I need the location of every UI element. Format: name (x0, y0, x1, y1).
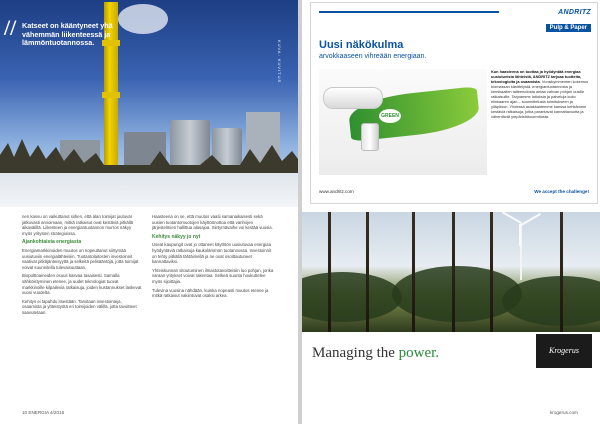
tree-trunk (490, 212, 493, 332)
slogan-power: power. (398, 345, 440, 361)
subheading: Ajankohtaista energiasta (22, 239, 82, 246)
ad-body-lead: Kun haasteena on tuottaa ja hyödyntää energiaa uusiutuvista lähteistä, ANDRITZ tarjoaa tuotteita, teknologioita ja osaamista. (491, 69, 582, 84)
ad-body-text (491, 69, 591, 119)
ad-title: Uusi näkökulma (319, 39, 404, 51)
krogerus-url-link[interactable]: krogerus.com (550, 410, 578, 415)
turbine-blade (502, 212, 522, 224)
brand-sub: Pulp & Paper (546, 24, 591, 32)
paragraph: nen kasvu on vaikuttanut siihen, että alan toimijat joutuvat jatkuvasti arvioimaan, mitkä ratkaisut ovat kestäviä pitkällä aikavälillä. Liikenteen ja energiantuotannon murros näkyy myös yritysten strategioissa. (22, 214, 134, 236)
ad-top-bar (319, 11, 499, 13)
ad-url-link[interactable]: www.andritz.com (319, 189, 354, 194)
andritz-advertisement[interactable] (310, 2, 598, 204)
paragraph: Useat kaupungit ovat jo ottaneet käyttöön uusiutuvaa energiaa hyödyntäviä ratkaisuja kaukolämmön tuotannossa. Investoinnit on tehty pitkällä tähtäimellä ja ne ovat osoittautuneet kannattaviksi. (152, 242, 272, 265)
paragraph: Biopolttoaineiden osuus kasvaa tasaisesti. Samalla sähköistyminen etenee, ja uudet teknologiat tuovat markkinoille kilpailevia ratkaisuja, joiden kustannukset laskevat vuosi vuodelta. (22, 273, 142, 296)
paragraph: Yhteiskunnan sitoutuminen ilmastotavoitteisiin luo pohjan, jonka varaan yritykset voivat rakentaa. Selkeä suunta houkuttelee myös sijoittajia. (152, 267, 274, 284)
krogerus-slogan (312, 345, 439, 362)
bottle-cap-icon (361, 123, 379, 151)
photo-credit: KUVA: KUVITUS (277, 40, 282, 84)
power-plant-photo (0, 0, 298, 207)
quote-mark-icon: // (4, 15, 17, 40)
tree-trunk (560, 212, 563, 332)
bottle-icon (323, 87, 383, 109)
chimney-band (102, 92, 120, 98)
text-column-2 (152, 214, 274, 302)
paragraph: Energiamarkkinoiden muutos on nopeuttanut siirtymää uusiutuviin energialähteisiin. Tuotantolaitosten investoinnit vaativat pitkäjänteisyyttä ja selkeitä pelisääntöjä, jotta toimijat voivat suunnitella tulevaisuuttaan. (22, 247, 139, 270)
tree-trunk (366, 212, 369, 332)
tree-canopy (302, 272, 402, 322)
ad-visual (319, 69, 487, 175)
paragraph: Tulevina vuosina nähdään, kuinka nopeasti muutos etenee ja mitkä ratkaisut vakiintuvat osaksi arkea. (152, 287, 269, 299)
text-column-1 (22, 214, 142, 319)
tree-trunk (412, 212, 415, 332)
brand-name: ANDRITZ (558, 9, 591, 16)
tree-canopy (502, 276, 600, 326)
right-page (302, 0, 600, 424)
ad-body-rest: Vuosikymmenten kokemus biomassan käsittelystä, energiantuotannosta ja kemikaalien talteenotosta antaa vahvan pohjan uusille ratkaisuille. Tarjoamme laitoksia ja palveluja koko elinkaaren ajan – suunnittelusta toimitukseen ja ylläpitoon. Yhdessä asiakkaidemme kanssa kehitämme kestäviä ratkaisuja, jotka parantavat kannattavuutta ja vähentävät ympäristökuormitusta. (491, 79, 589, 119)
page-folio: 10 ENERGIA 4/2016 (22, 410, 65, 415)
turbine-blade (521, 213, 541, 226)
paragraph: Haasteena on se, että muutos vaatii samanaikaisesti sekä uusien tuotantomuotojen käyttöönottoa että vanhojen järjestelmien hallittua alasajoa. Siirtymävaihe voi kestää vuosia. (152, 214, 273, 231)
photo-headline: Katseet on kääntyneet yhä vähemmän liikenteessä ja lämmöntuotannossa. (22, 21, 113, 48)
tree-trunk (452, 212, 455, 332)
ad-subtitle: arvokkaaseen vihreään energiaan. (319, 53, 427, 60)
turbine-blade (519, 224, 521, 246)
slogan-prefix: Managing the (312, 345, 399, 361)
green-energy-label: GREEN (379, 109, 401, 123)
paragraph: Kehitys ei tapahdu itsestään. Tarvitaan investointeja, osaamista ja yhteistyötä eri toimijoiden välillä, jotta tavoitteet saavutetaan. (22, 298, 137, 315)
forest-photo (302, 212, 600, 332)
tree-trunk (328, 212, 331, 332)
krogerus-logo: Krogerus (536, 334, 592, 368)
subheading: Kehitys näkyy jo nyt (152, 233, 201, 240)
left-page (0, 0, 298, 424)
ad-tagline: We accept the challenge! (534, 189, 589, 194)
snowy-ground (0, 173, 298, 207)
andritz-logo (546, 9, 591, 34)
